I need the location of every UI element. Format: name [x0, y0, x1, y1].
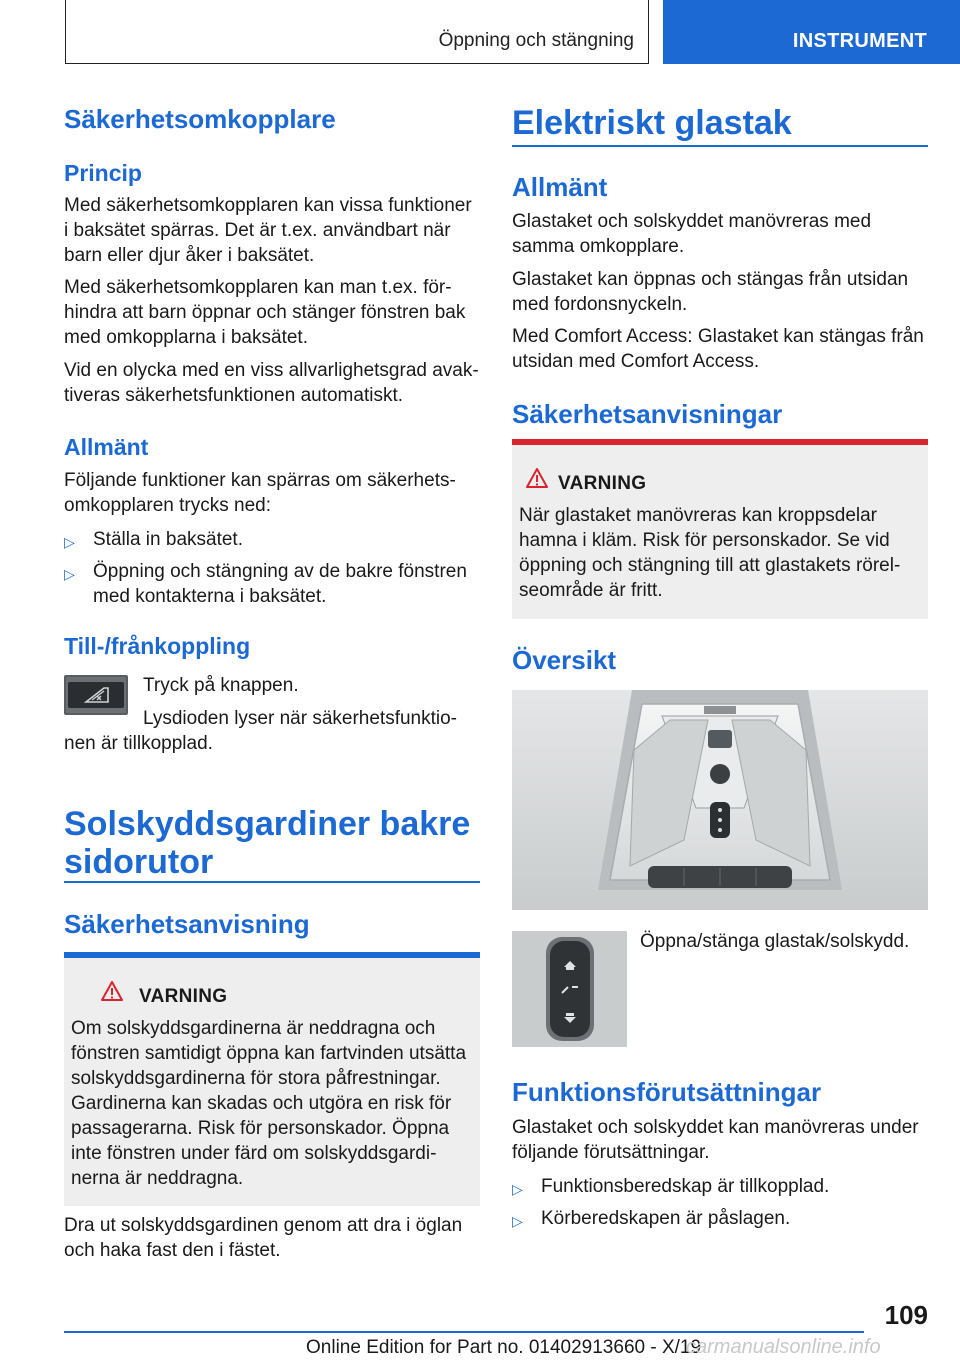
triangle-bullet-icon: ▷ [64, 566, 75, 582]
section-tab [65, 0, 649, 64]
triangle-bullet-icon: ▷ [512, 1213, 523, 1229]
overview-heading: Översikt [512, 645, 617, 675]
warning-label: VARNING [558, 473, 647, 494]
general-paragraph: Följande funktioner kan spärras om säkerhets- omkopplaren trycks ned: [64, 470, 456, 516]
function-requirements-heading: Funktionsförutsättningar [512, 1077, 822, 1107]
principle-paragraph-2: Med säkerhetsomkopplaren kan man t.ex. för- hindra att barn öppnar och stänger fönstren bak med omkopplarna i baksätet. [64, 277, 466, 348]
footer-divider [64, 1331, 864, 1333]
warning-label: VARNING [139, 986, 228, 1007]
sunshade-instruction: Dra ut solskyddsgardinen genom att dra i öglan och haka fast den i fästet. [64, 1215, 463, 1261]
edition-text: Online Edition for Part no. 01402913660 - X/19 [306, 1337, 702, 1358]
toggle-led-text-b: nen är tillkopplad. [64, 733, 213, 754]
toggle-instruction: Tryck på knappen. [143, 675, 299, 696]
list-item: ▷ Körberedskapen är påslagen. [512, 1206, 928, 1231]
chapter-title: INSTRUMENT [792, 30, 927, 52]
warning-triangle-icon [526, 467, 548, 489]
general-paragraph-2: Glastaket kan öppnas och stängas från utsidan med fordonsnyckeln. [512, 269, 909, 315]
watermark: carmanualsonline.info [686, 1336, 881, 1358]
triangle-bullet-icon: ▷ [512, 1181, 523, 1197]
safety-note-heading: Säkerhetsanvisning [64, 909, 310, 939]
child-lock-button-icon [64, 675, 128, 715]
general-paragraph-1: Glastaket och solskyddet manövreras med samma omkopplare. [512, 211, 872, 257]
sunshades-title: Solskyddsgardiner bakre sidorutor [64, 805, 471, 881]
general-heading: Allmänt [64, 434, 149, 460]
principle-paragraph-3: Vid en olycka med en viss allvarlighetsgrad avak- tiveras säkerhetsfunktionen automatiskt. [64, 360, 479, 406]
page-number: 109 [884, 1300, 928, 1330]
chapter-tab [663, 0, 960, 64]
warning-triangle-icon [101, 980, 123, 1002]
glass-roof-title: Elektriskt glastak [512, 104, 792, 142]
general-heading: Allmänt [512, 172, 608, 202]
principle-heading: Princip [64, 160, 142, 186]
title-divider [64, 881, 480, 883]
list-item: ▷ Funktionsberedskap är tillkopplad. [512, 1174, 928, 1199]
section-title: Öppning och stängning [438, 30, 634, 51]
triangle-bullet-icon: ▷ [64, 534, 75, 550]
toggle-heading: Till-/frånkoppling [64, 633, 251, 659]
safety-notes-heading: Säkerhetsanvisningar [512, 399, 783, 429]
roof-switch-image [512, 931, 627, 1047]
toggle-led-text-a: Lysdioden lyser när säkerhetsfunktio- [143, 708, 458, 729]
title-divider [512, 145, 928, 147]
warning-box [512, 439, 928, 619]
roof-console-image [512, 690, 928, 910]
warning-text: När glastaket manövreras kan kroppsdelar hamna i kläm. Risk för personskador. Se vid öppning och stängning till att glastakets rörel- seområde är fritt. [519, 505, 901, 601]
list-item: ▷ Ställa in baksätet. [64, 527, 480, 552]
list-item: ▷ Öppning och stängning av de bakre fönstren med kontakterna i baksätet. [64, 561, 467, 607]
switch-caption: Öppna/stänga glastak/solskydd. [640, 931, 910, 952]
warning-text: Om solskyddsgardinerna är neddragna och fönstren samtidigt öppna kan fartvinden utsätta solskyddsgardinerna för stora påfrestningar. Gardinerna kan skadas och utgöra en risk för passagerarna. Risk för personskador. Öppna inte fönstren under färd om solskyddsgardi- nerna är neddragna. [71, 1018, 467, 1189]
function-requirements-paragraph: Glastaket och solskyddet kan manövreras under följande förutsättningar. [512, 1117, 919, 1163]
safety-switch-heading: Säkerhetsomkopplare [64, 104, 336, 134]
principle-paragraph-1: Med säkerhetsomkopplaren kan vissa funktioner i baksätet spärras. Det är t.ex. användbart när barn eller djur åker i baksätet. [64, 195, 472, 266]
warning-box [64, 952, 480, 1206]
page-header [0, 0, 960, 66]
general-paragraph-3: Med Comfort Access: Glastaket kan stängas från utsidan med Comfort Access. [512, 326, 924, 372]
